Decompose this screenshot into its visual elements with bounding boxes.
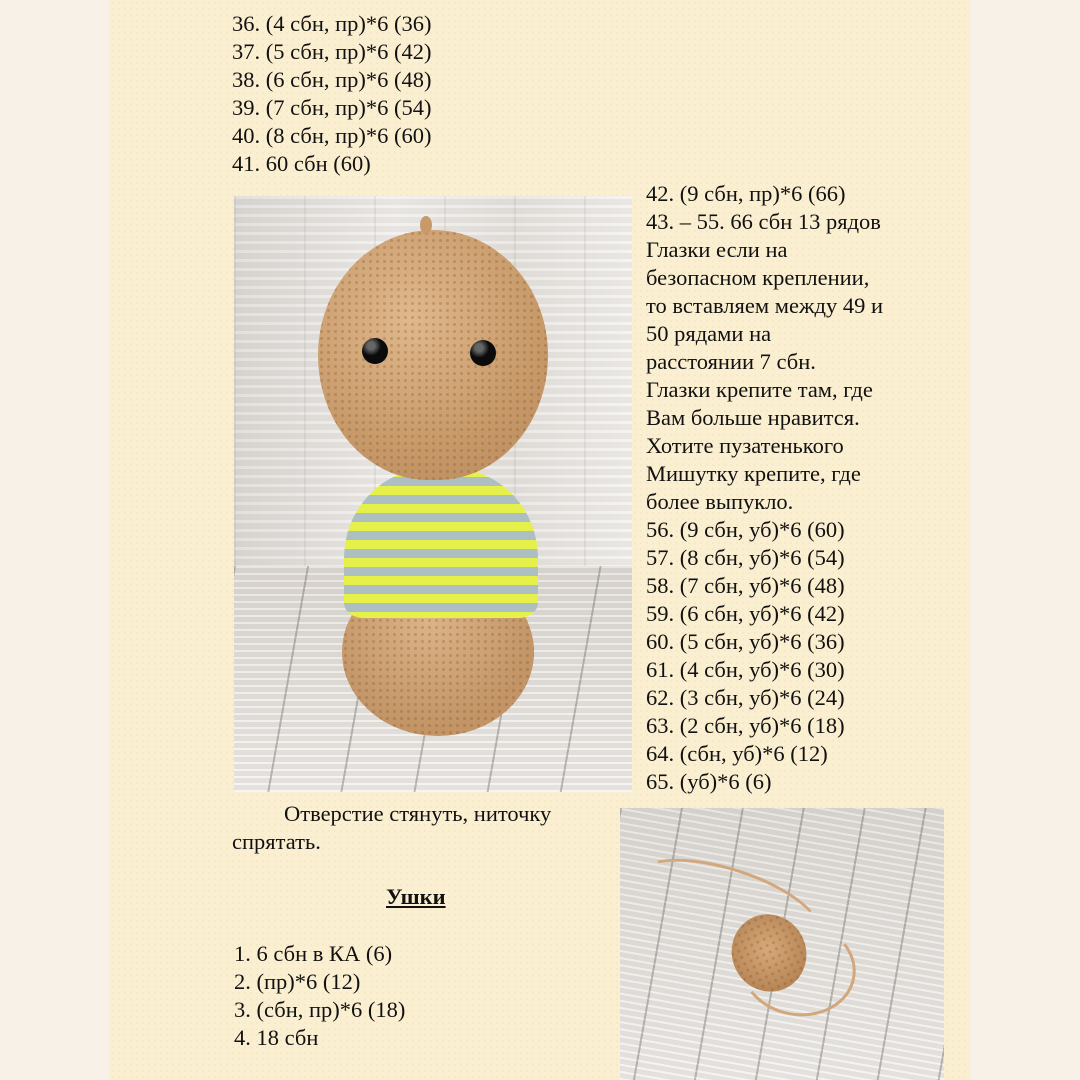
ear-photo [620,808,944,1080]
note-line: то вставляем между 49 и [646,293,883,318]
ushki-row: 3. (сбн, пр)*6 (18) [234,997,406,1022]
row-42: 42. (9 сбн, пр)*6 (66) [646,181,846,206]
ushki-row: 1. 6 сбн в КА (6) [234,941,393,966]
row-43-55: 43. – 55. 66 сбн 13 рядов [646,209,881,234]
toy-body-photo [234,196,632,792]
row-58: 58. (7 сбн, уб)*6 (48) [646,573,845,598]
row-62: 62. (3 сбн, уб)*6 (24) [646,685,845,710]
row-38: 38. (6 сбн, пр)*6 (48) [232,67,432,92]
closing-line-1: Отверстие стянуть, ниточку [284,801,552,826]
row-63: 63. (2 сбн, уб)*6 (18) [646,713,845,738]
row-65: 65. (уб)*6 (6) [646,769,772,794]
pattern-page [110,0,970,1080]
toy-head [318,230,548,480]
note-line: 50 рядами на [646,321,772,346]
row-40: 40. (8 сбн, пр)*6 (60) [232,123,432,148]
row-57: 57. (8 сбн, уб)*6 (54) [646,545,845,570]
note-line: Вам больше нравится. [646,405,860,430]
note-line: Глазки если на [646,237,788,262]
row-61: 61. (4 сбн, уб)*6 (30) [646,657,845,682]
striped-sweater [344,468,538,618]
note-line: более выпукло. [646,489,794,514]
row-59: 59. (6 сбн, уб)*6 (42) [646,601,845,626]
closing-line-2: спрятать. [232,829,321,854]
note-line: безопасном креплении, [646,265,870,290]
row-41: 41. 60 сбн (60) [232,151,371,176]
note-line: расстоянии 7 сбн. [646,349,816,374]
row-36: 36. (4 сбн, пр)*6 (36) [232,11,432,36]
right-eye [470,340,496,366]
row-39: 39. (7 сбн, пр)*6 (54) [232,95,432,120]
yarn-tip [420,216,432,234]
ushki-title: Ушки [386,884,446,909]
row-64: 64. (сбн, уб)*6 (12) [646,741,828,766]
left-eye [362,338,388,364]
ushki-row: 4. 18 сбн [234,1025,319,1050]
note-line: Мишутку крепите, где [646,461,861,486]
row-37: 37. (5 сбн, пр)*6 (42) [232,39,432,64]
note-line: Хотите пузатенького [646,433,844,458]
note-line: Глазки крепите там, где [646,377,873,402]
row-56: 56. (9 сбн, уб)*6 (60) [646,517,845,542]
row-60: 60. (5 сбн, уб)*6 (36) [646,629,845,654]
ushki-row: 2. (пр)*6 (12) [234,969,361,994]
